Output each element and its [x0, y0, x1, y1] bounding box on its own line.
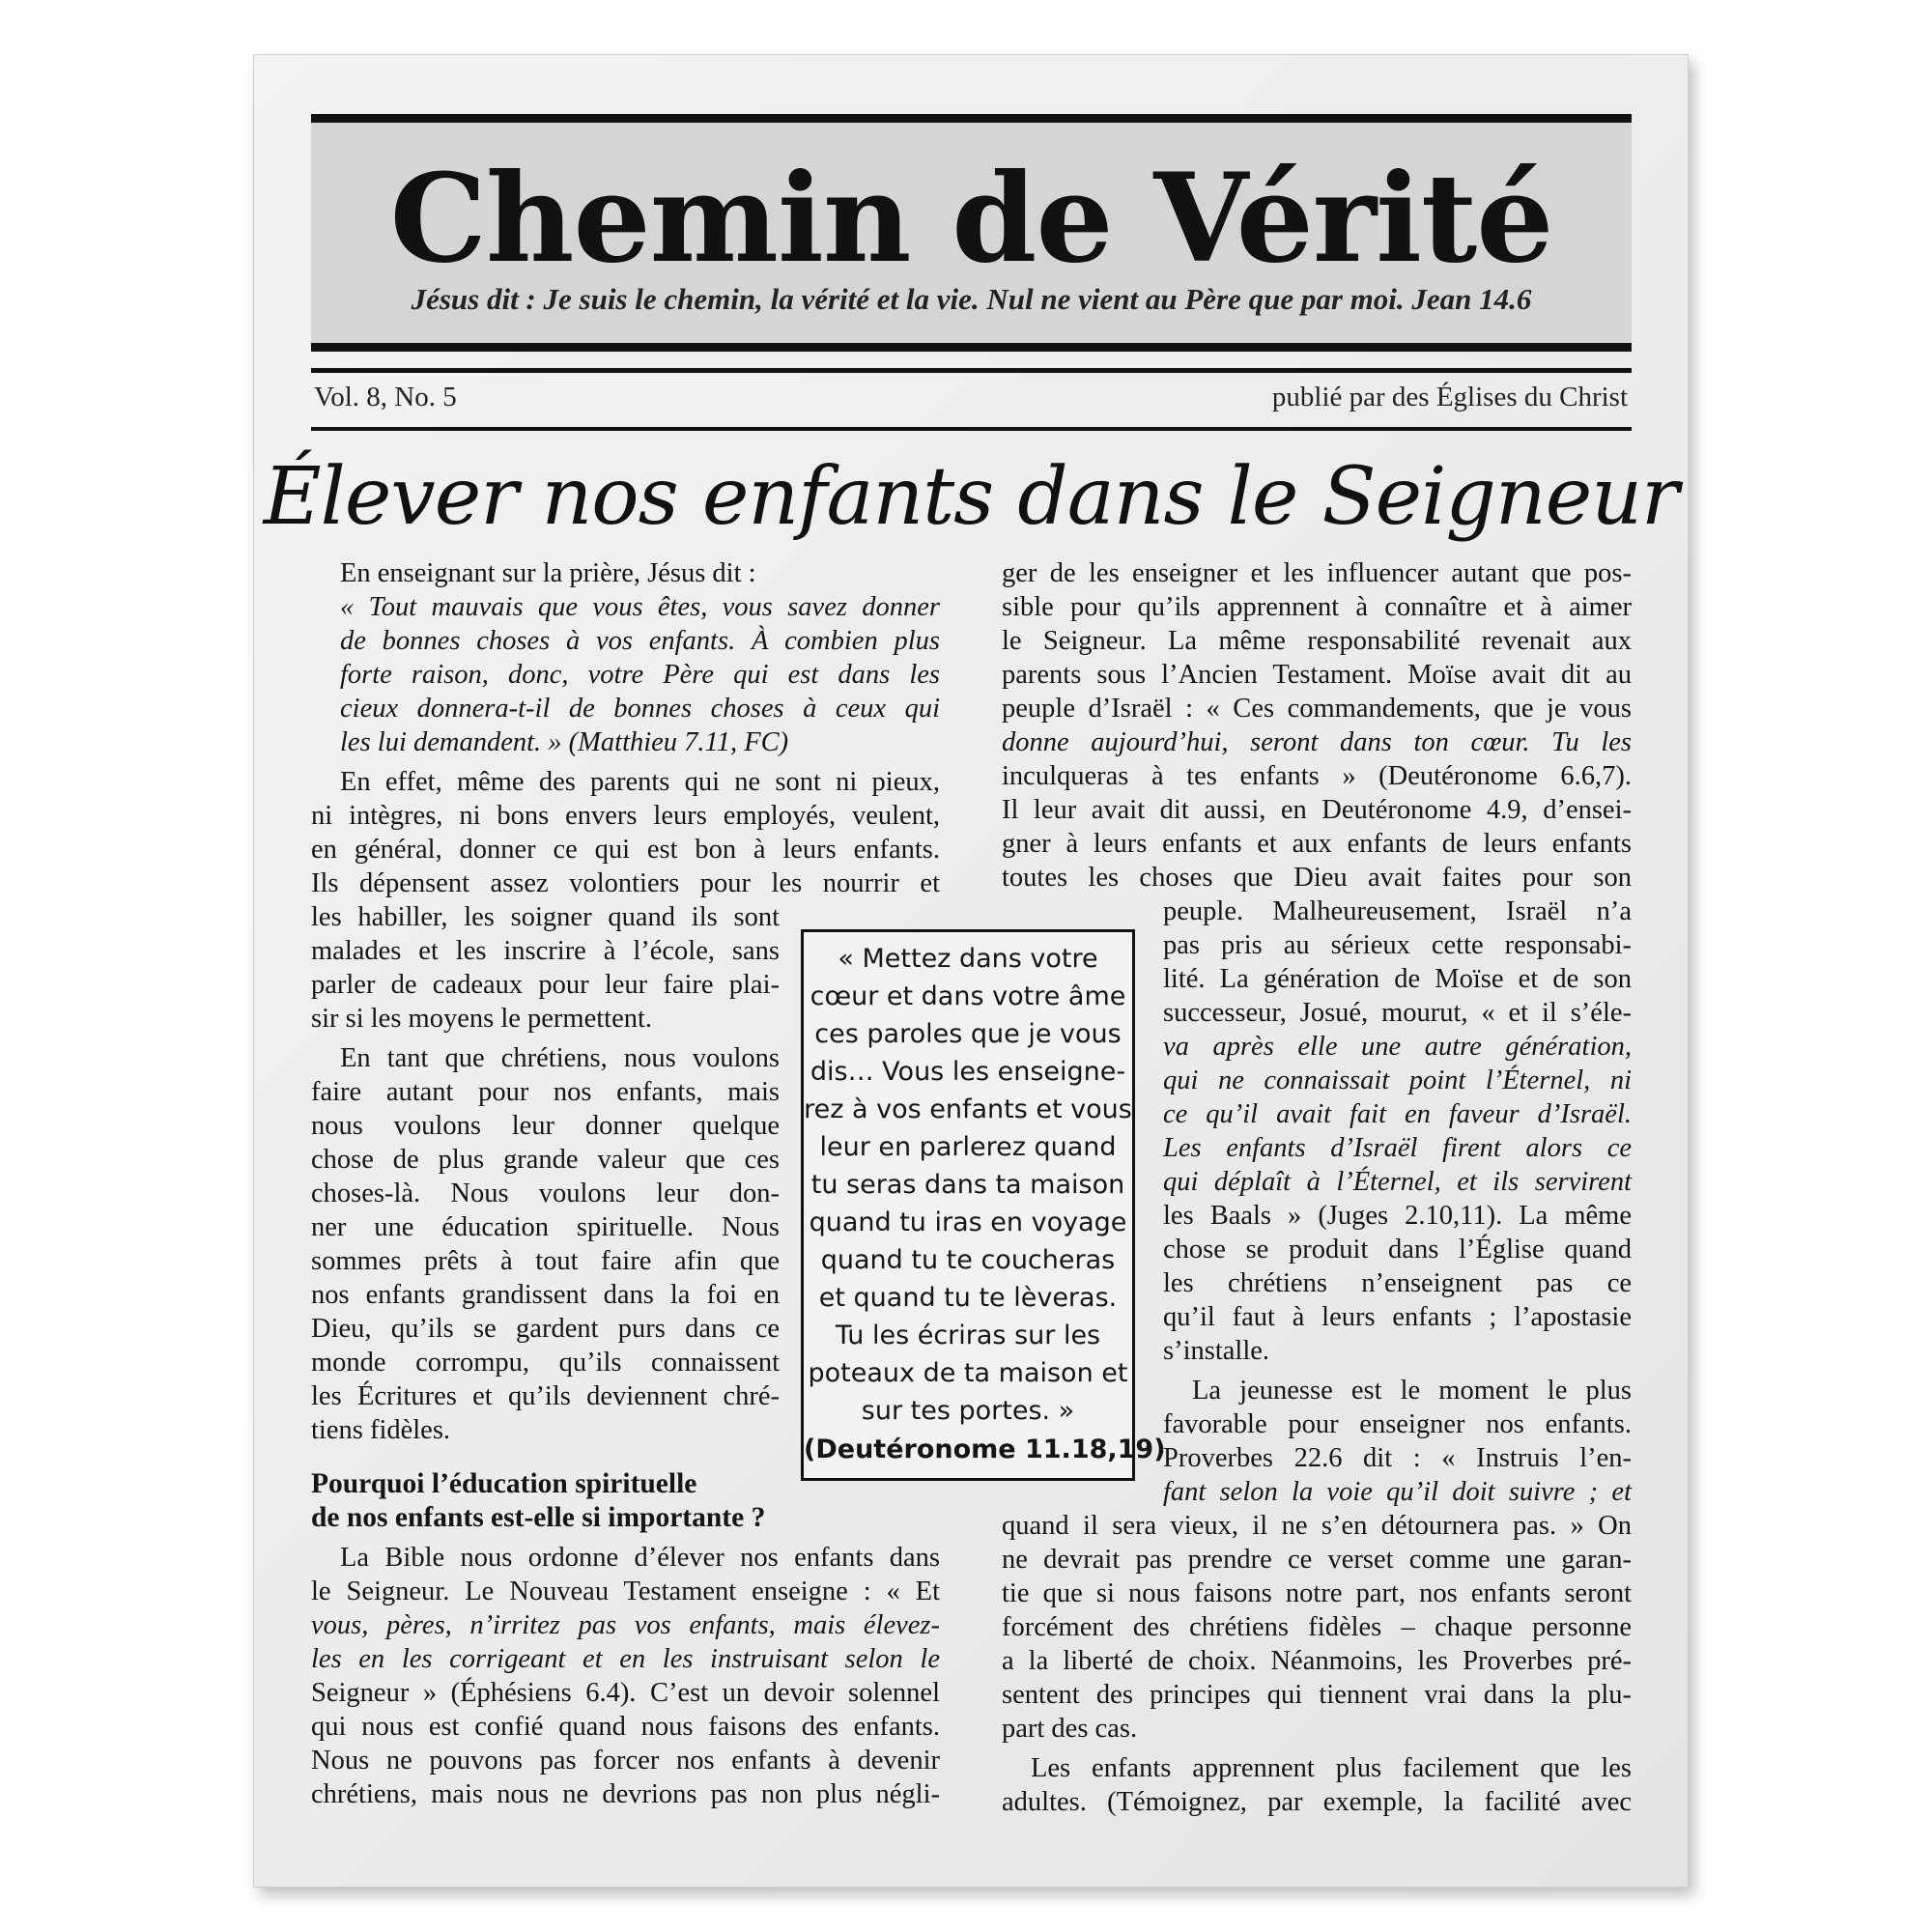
paragraph-line: Seigneur » (Éphésiens 6.4). C’est un devoir solennel: [311, 1678, 940, 1708]
paragraph-line: chose se produit dans l’Église quand: [1163, 1235, 1632, 1264]
paragraph-line: nous voulons leur donner quelque: [311, 1111, 780, 1141]
paragraph-line: sommes prêts à tout faire afin que: [311, 1246, 780, 1276]
paragraph-line: forcément des chrétiens fidèles – chaque personne: [1002, 1612, 1632, 1642]
pull-quote-line: Tu les écriras sur les: [835, 1321, 1101, 1350]
paragraph-line: pas pris au sérieux cette responsabi-: [1163, 930, 1632, 960]
paragraph-line: peuple. Malheureusement, Israël n’a: [1163, 896, 1632, 926]
volume-number: Vol. 8, No. 5: [314, 382, 457, 412]
paragraph-line: faire autant pour nos enfants, mais: [311, 1077, 780, 1107]
paragraph-line: monde corrompu, qu’ils connaissent: [311, 1348, 780, 1378]
quote-line: « Tout mauvais que vous êtes, vous savez donner: [340, 592, 940, 622]
pull-quote-line: ces paroles que je vous: [814, 1019, 1122, 1049]
paragraph-line: La Bible nous ordonne d’élever nos enfants dans: [340, 1543, 940, 1573]
paragraph-line: choses-là. Nous voulons leur don-: [311, 1179, 780, 1208]
paragraph-line: ce qu’il avait fait en faveur d’Israël.: [1163, 1099, 1632, 1129]
paragraph-line: La jeunesse est le moment le plus: [1192, 1376, 1632, 1406]
paragraph-line: chrétiens, mais nous ne devrions pas non plus négli-: [311, 1779, 940, 1809]
paragraph-line: tiens fidèles.: [311, 1415, 451, 1445]
paragraph-line: successeur, Josué, mourut, « et il s’éle-: [1163, 998, 1632, 1028]
quote-line: de bonnes choses à vos enfants. À combien plus: [340, 626, 940, 656]
pull-quote-line: tu seras dans ta maison: [810, 1170, 1125, 1200]
paragraph-line: gner à leurs enfants et aux enfants de leurs enfants: [1002, 829, 1632, 859]
newsletter-page: [253, 54, 1689, 1888]
paragraph-line: Il leur avait dit aussi, en Deutéronome 4.9, d’ensei-: [1002, 795, 1632, 825]
quote-line: les lui demandent. » (Matthieu 7.11, FC): [340, 727, 789, 757]
article-headline: Élever nos enfants dans le Seigneur: [263, 451, 1679, 543]
paragraph-line: nos enfants grandissent dans la foi en: [311, 1280, 780, 1310]
paragraph-line: quand il sera vieux, il ne s’en détournera pas. » On: [1002, 1511, 1632, 1541]
pull-quote-line: quand tu te coucheras: [820, 1245, 1116, 1275]
paragraph-line: qu’il faut à leurs enfants ; l’apostasie: [1163, 1302, 1632, 1332]
quote-line: forte raison, donc, votre Père qui est dans les: [340, 660, 940, 690]
paragraph-line: malades et les inscrire à l’école, sans: [311, 936, 780, 966]
section-heading: Pourquoi l’éducation spirituelle: [311, 1468, 697, 1499]
pull-quote-line: quand tu iras en voyage: [809, 1208, 1127, 1237]
paragraph-line: inculqueras à tes enfants » (Deutéronome 6.6,7).: [1002, 761, 1632, 791]
paragraph-line: les en les corrigeant et en les instruisant selon le: [311, 1644, 940, 1674]
paragraph-line: les habiller, les soigner quand ils sont: [311, 902, 780, 932]
paragraph-line: parler de cadeaux pour leur faire plai-: [311, 970, 780, 1000]
pull-quote-line: cœur et dans votre âme: [810, 981, 1126, 1011]
paragraph-line: lité. La génération de Moïse et de son: [1163, 964, 1632, 994]
paragraph-line: sentent des principes qui tiennent vrai dans la plu-: [1002, 1680, 1632, 1710]
paragraph-line: Les enfants d’Israël firent alors ce: [1163, 1133, 1632, 1163]
paragraph-line: Ils dépensent assez volontiers pour les nourrir et: [311, 868, 940, 898]
paragraph-line: ner une éducation spirituelle. Nous: [311, 1212, 780, 1242]
paragraph-line: le Seigneur. La même responsabilité revenait aux: [1002, 626, 1632, 656]
pull-quote-box: [801, 929, 1166, 1481]
paragraph-line: part des cas.: [1002, 1714, 1138, 1744]
paragraph-line: adultes. (Témoignez, par exemple, la facilité avec: [1002, 1787, 1632, 1817]
paragraph-line: favorable pour enseigner nos enfants.: [1163, 1409, 1632, 1439]
paragraph-line: a la liberté de choix. Néanmoins, les Proverbes pré-: [1002, 1646, 1632, 1676]
paragraph-line: ne devrait pas prendre ce verset comme une garan-: [1002, 1545, 1632, 1575]
paragraph-line: En enseignant sur la prière, Jésus dit :: [340, 558, 756, 588]
pull-quote-line: sur tes portes. »: [861, 1396, 1075, 1426]
paragraph-line: en général, donner ce qui est bon à leurs enfants.: [311, 835, 940, 865]
paragraph-line: peuple d’Israël : « Ces commandements, que je vous: [1002, 694, 1632, 724]
top-rule: [311, 368, 1632, 373]
paragraph-line: Nous ne pouvons pas forcer nos enfants à devenir: [311, 1746, 940, 1776]
paragraph-line: Proverbes 22.6 dit : « Instruis l’en-: [1163, 1443, 1632, 1473]
paragraph-line: toutes les choses que Dieu avait faites pour son: [1002, 863, 1632, 893]
paragraph-line: Dieu, qu’ils se gardent purs dans ce: [311, 1314, 780, 1344]
paragraph-line: tie que si nous faisons notre part, nos enfants seront: [1002, 1578, 1632, 1608]
section-heading: de nos enfants est-elle si importante ?: [311, 1502, 766, 1533]
pull-quote-line: « Mettez dans votre: [838, 944, 1098, 974]
bottom-rule: [311, 427, 1632, 431]
paragraph-line: En effet, même des parents qui ne sont ni pieux,: [340, 767, 940, 797]
paragraph-line: En tant que chrétiens, nous voulons: [340, 1043, 780, 1073]
paragraph-line: sible pour qu’ils apprennent à connaître et à aimer: [1002, 592, 1632, 622]
paragraph-line: qui ne connaissait point l’Éternel, ni: [1163, 1065, 1632, 1095]
paragraph-line: sir si les moyens le permettent.: [311, 1004, 653, 1034]
pull-quote-line: leur en parlerez quand: [819, 1132, 1117, 1162]
pull-quote-line: rez à vos enfants et vous: [804, 1094, 1132, 1124]
newsletter-title: Chemin de Vérité: [389, 147, 1553, 290]
paragraph-line: va après elle une autre génération,: [1163, 1032, 1632, 1062]
paragraph-line: le Seigneur. Le Nouveau Testament enseigne : « Et: [311, 1577, 940, 1606]
paragraph-line: fant selon la voie qu’il doit suivre ; et: [1163, 1477, 1632, 1507]
paragraph-line: les Baals » (Juges 2.10,11). La même: [1163, 1201, 1632, 1231]
paragraph-line: ni intègres, ni bons envers leurs employés, veulent,: [311, 801, 940, 831]
masthead: [311, 114, 1632, 352]
publisher-line: publié par des Églises du Christ: [1271, 382, 1628, 412]
pull-quote-line: poteaux de ta maison et: [808, 1358, 1128, 1388]
paragraph-line: les chrétiens n’enseignent pas ce: [1163, 1268, 1632, 1298]
pull-quote-line: et quand tu te lèveras.: [818, 1283, 1118, 1313]
pull-quote-line: dis… Vous les enseigne-: [810, 1057, 1126, 1087]
paragraph-line: qui nous est confié quand nous faisons des enfants.: [311, 1712, 940, 1742]
paragraph-line: qui déplaît à l’Éternel, et ils servirent: [1163, 1167, 1632, 1197]
quote-line: cieux donnera-t-il de bonnes choses à ceux qui: [340, 694, 940, 724]
pull-quote-reference: (Deutéronome 11.18,19): [804, 1435, 1166, 1464]
newsletter-tagline: Jésus dit : Je suis le chemin, la vérité et la vie. Nul ne vient au Père que par moi. Jean 14.6: [411, 282, 1532, 316]
paragraph-line: ger de les enseigner et les influencer autant que pos-: [1002, 558, 1632, 588]
paragraph-line: les Écritures et qu’ils deviennent chré-: [311, 1381, 780, 1411]
paragraph-line: s’installe.: [1163, 1336, 1270, 1366]
paragraph-line: parents sous l’Ancien Testament. Moïse avait dit au: [1002, 660, 1632, 690]
paragraph-line: Les enfants apprennent plus facilement que les: [1031, 1753, 1632, 1783]
paragraph-line: vous, pères, n’irritez pas vos enfants, mais élevez-: [311, 1610, 940, 1640]
paragraph-line: donne aujourd’hui, seront dans ton cœur. Tu les: [1002, 727, 1632, 757]
paragraph-line: chose de plus grande valeur que ces: [311, 1145, 780, 1175]
